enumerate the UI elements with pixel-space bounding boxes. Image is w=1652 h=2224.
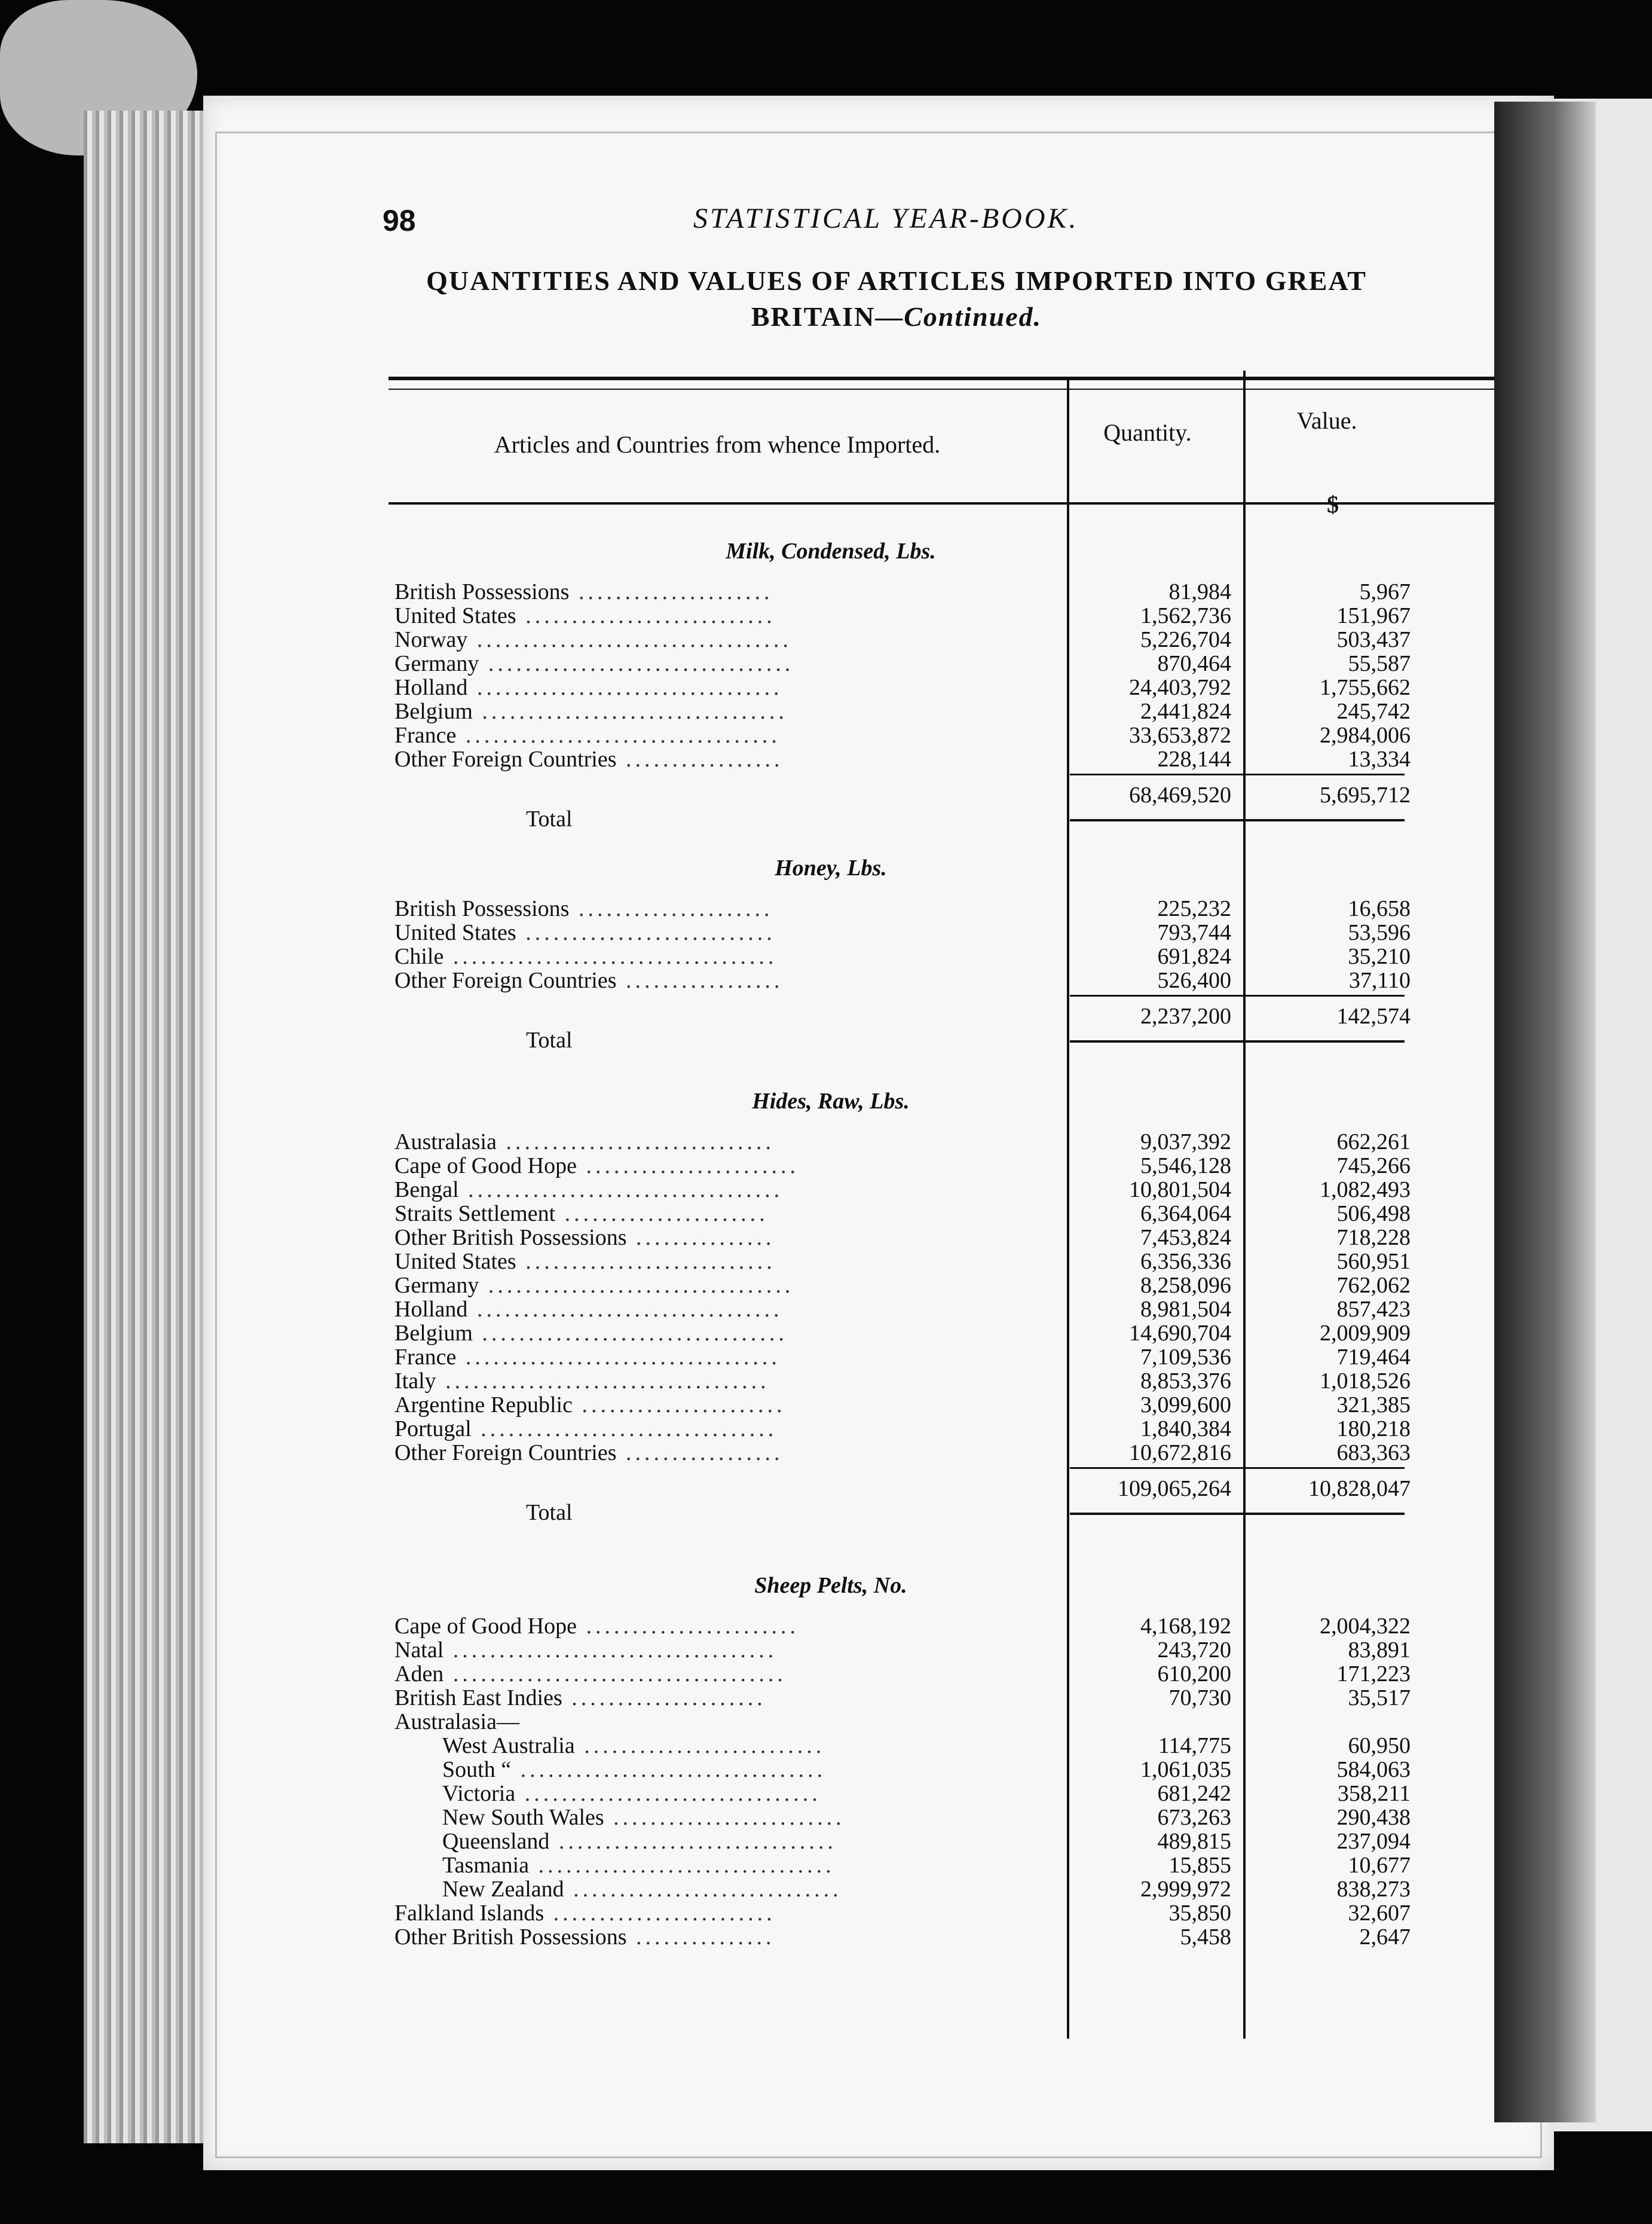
value-cell: 83,891 (1348, 1638, 1411, 1663)
value-cell: 2,984,006 (1320, 723, 1411, 748)
leader-dots: ................. (616, 747, 784, 772)
quantity-cell: 70,730 (1168, 1685, 1231, 1710)
leader-dots: .................................. (458, 1177, 784, 1202)
header-top-rule (388, 377, 1572, 380)
row-label (394, 676, 782, 699)
total-value: 5,695,712 (1320, 783, 1411, 808)
quantity-cell: 81,984 (1168, 579, 1231, 604)
quantity-cell: 14,690,704 (1129, 1321, 1231, 1346)
value-cell: 171,223 (1336, 1661, 1411, 1687)
row-label-text: France (394, 1345, 457, 1370)
value-cell: 10,677 (1348, 1853, 1411, 1878)
row-label (394, 1925, 775, 1949)
value-cell: 37,110 (1348, 968, 1411, 993)
quantity-cell: 5,546,128 (1140, 1153, 1231, 1178)
value-cell: 53,596 (1348, 920, 1411, 945)
total-label: Total (526, 806, 573, 832)
row-label-text: Tasmania (442, 1853, 530, 1878)
leader-dots: ................................... (443, 1638, 778, 1663)
value-cell: 762,062 (1336, 1273, 1411, 1298)
value-cell: 503,437 (1336, 627, 1411, 652)
value-cell: 857,423 (1336, 1297, 1411, 1322)
row-label (442, 1877, 842, 1901)
value-cell: 838,273 (1336, 1877, 1411, 1902)
row-label (394, 723, 781, 747)
row-label (394, 1417, 777, 1441)
quantity-cell: 681,242 (1157, 1781, 1231, 1806)
row-label-text: Other British Possessions (394, 1924, 627, 1950)
quantity-cell: 24,403,792 (1129, 675, 1231, 700)
row-label (394, 1662, 787, 1686)
section-title: Sheep Pelts, No. (754, 1573, 907, 1598)
quantity-cell: 7,453,824 (1140, 1225, 1231, 1250)
row-label (394, 1202, 769, 1226)
row-label-text: New Zealand (442, 1877, 564, 1902)
value-cell: 719,464 (1336, 1345, 1411, 1370)
row-label (394, 1369, 770, 1393)
subtotal-rule (1070, 995, 1405, 997)
quantity-cell: 3,099,600 (1140, 1392, 1231, 1418)
value-cell: 16,658 (1348, 896, 1411, 921)
leader-dots: ................................ (529, 1853, 835, 1878)
value-cell: 151,967 (1336, 603, 1411, 628)
leader-dots: ............................. (496, 1129, 775, 1154)
value-cell: 32,607 (1348, 1901, 1411, 1926)
quantity-cell: 6,364,064 (1140, 1201, 1231, 1226)
total-rule (1070, 1040, 1405, 1043)
value-cell: 2,647 (1359, 1924, 1411, 1950)
leader-dots: ................................. (467, 675, 783, 700)
quantity-cell: 610,200 (1157, 1661, 1231, 1687)
total-label: Total (526, 1028, 573, 1053)
row-label (442, 1782, 821, 1806)
leader-dots: ................................. (472, 1321, 788, 1346)
row-label-text: Queensland (442, 1829, 550, 1854)
leader-dots: ................................. (479, 1273, 794, 1298)
row-label-text: Australasia (394, 1129, 497, 1154)
row-label (394, 628, 792, 652)
row-label-text: Holland (394, 675, 468, 700)
qty-column-rule (1067, 377, 1069, 2039)
row-label-text: Bengal (394, 1177, 459, 1202)
value-cell: 1,755,662 (1320, 675, 1411, 700)
value-cell: 60,950 (1348, 1733, 1411, 1758)
value-cell: 245,742 (1336, 699, 1411, 724)
quantity-cell: 9,037,392 (1140, 1129, 1231, 1154)
total-rule (1070, 819, 1405, 821)
leader-dots: ........................... (516, 920, 776, 945)
row-label-text: Aden (394, 1661, 444, 1687)
quantity-cell: 526,400 (1157, 968, 1231, 993)
value-cell: 358,211 (1337, 1781, 1411, 1806)
header-top-rule-thin (388, 389, 1572, 390)
leader-dots: ........................ (544, 1901, 776, 1926)
col-head-articles: Articles and Countries from whence Imported. (494, 431, 941, 458)
leader-dots: ...................... (572, 1392, 786, 1418)
leader-dots: ....................... (576, 1614, 799, 1639)
leader-dots: ........................... (516, 603, 776, 628)
quantity-cell: 15,855 (1168, 1853, 1231, 1878)
row-label (394, 1901, 776, 1925)
value-column-rule (1243, 371, 1246, 2039)
quantity-cell: 7,109,536 (1140, 1345, 1231, 1370)
total-quantity: 109,065,264 (1118, 1476, 1231, 1501)
value-cell: 2,009,909 (1320, 1321, 1411, 1346)
leader-dots: ............... (626, 1225, 775, 1250)
row-label-text: Portugal (394, 1416, 472, 1441)
leader-dots: ................................ (515, 1781, 821, 1806)
leader-dots: ................................... (436, 1368, 770, 1394)
quantity-cell: 1,061,035 (1140, 1757, 1231, 1782)
leader-dots: .................................. (456, 723, 781, 748)
subtotal-rule (1070, 1467, 1405, 1469)
value-cell: 35,517 (1348, 1685, 1411, 1710)
leader-dots: ................................. (479, 651, 794, 676)
total-quantity: 68,469,520 (1129, 783, 1231, 808)
book-page (203, 96, 1554, 2170)
row-label-text: British Possessions (394, 579, 570, 604)
row-label (394, 1441, 784, 1465)
leader-dots: ....................... (576, 1153, 799, 1178)
row-label-text: New South Wales (442, 1805, 604, 1830)
section-title: Milk, Condensed, Lbs. (726, 539, 936, 564)
value-cell: 718,228 (1336, 1225, 1411, 1250)
leader-dots: ................................. (511, 1757, 827, 1782)
row-label-text: Victoria (442, 1781, 516, 1806)
row-label (394, 604, 776, 628)
quantity-cell: 5,226,704 (1140, 627, 1231, 652)
row-label (394, 1710, 519, 1734)
row-label (394, 580, 773, 604)
row-label (394, 921, 776, 945)
value-cell: 662,261 (1336, 1129, 1411, 1154)
quantity-cell: 10,801,504 (1129, 1177, 1231, 1202)
row-label-text: Cape of Good Hope (394, 1153, 577, 1178)
row-label (394, 1297, 782, 1321)
row-label (442, 1734, 825, 1758)
total-value: 142,574 (1336, 1004, 1411, 1029)
col-head-quantity: Quantity. (1103, 419, 1192, 446)
value-cell: 1,082,493 (1320, 1177, 1411, 1202)
row-label-text: United States (394, 920, 516, 945)
leader-dots: ..................... (569, 896, 773, 921)
row-label (394, 1393, 785, 1417)
table-title-line2 (383, 299, 1411, 335)
row-label-text: British Possessions (394, 896, 570, 921)
row-label (394, 897, 773, 921)
value-cell: 584,063 (1336, 1757, 1411, 1782)
row-label (442, 1758, 826, 1782)
quantity-cell: 114,775 (1158, 1733, 1231, 1758)
total-quantity: 2,237,200 (1140, 1004, 1231, 1029)
page-gutter-shadow (1494, 102, 1596, 2122)
row-label (394, 699, 788, 723)
section-title: Hides, Raw, Lbs. (752, 1089, 910, 1114)
value-cell: 35,210 (1348, 944, 1411, 969)
row-label-text: Australasia— (394, 1709, 519, 1734)
quantity-cell: 8,981,504 (1140, 1297, 1231, 1322)
row-label (394, 1226, 775, 1250)
row-label-text: Germany (394, 651, 479, 676)
row-label (394, 1345, 781, 1369)
row-label-text: Italy (394, 1368, 436, 1394)
row-label (394, 1638, 777, 1662)
currency-symbol: $ (1327, 491, 1339, 518)
row-label (442, 1853, 835, 1877)
row-label-text: South “ (442, 1757, 512, 1782)
row-label-text: Germany (394, 1273, 479, 1298)
quantity-cell: 243,720 (1157, 1638, 1231, 1663)
value-cell: 290,438 (1336, 1805, 1411, 1830)
leader-dots: ................. (616, 1440, 784, 1465)
row-label (394, 1250, 776, 1273)
row-label (394, 1321, 788, 1345)
quantity-cell: 35,850 (1168, 1901, 1231, 1926)
row-label-text: Falkland Islands (394, 1901, 544, 1926)
table-title-main: BRITAIN— (751, 301, 904, 332)
leader-dots: ......................... (604, 1805, 845, 1830)
row-label-text: Argentine Republic (394, 1392, 573, 1418)
col-head-value: Value. (1296, 407, 1357, 434)
leader-dots: ................................. (472, 699, 788, 724)
quantity-cell: 870,464 (1157, 651, 1231, 676)
quantity-cell: 8,258,096 (1140, 1273, 1231, 1298)
leader-dots: .................................. (456, 1345, 781, 1370)
quantity-cell: 489,815 (1157, 1829, 1231, 1854)
leader-dots: .................................. (467, 627, 792, 652)
row-label-text: United States (394, 603, 516, 628)
value-cell: 745,266 (1336, 1153, 1411, 1178)
quantity-cell: 2,999,972 (1140, 1877, 1231, 1902)
quantity-cell: 691,824 (1157, 944, 1231, 969)
row-label (442, 1806, 845, 1829)
leader-dots: ............................. (564, 1877, 842, 1902)
row-label (394, 1154, 799, 1178)
value-cell: 683,363 (1336, 1440, 1411, 1465)
quantity-cell: 33,653,872 (1129, 723, 1231, 748)
quantity-cell: 5,458 (1180, 1924, 1231, 1950)
quantity-cell: 793,744 (1157, 920, 1231, 945)
value-cell: 5,967 (1359, 579, 1411, 604)
value-cell: 13,334 (1348, 747, 1411, 772)
value-cell: 55,587 (1348, 651, 1411, 676)
leader-dots: ............... (626, 1924, 775, 1950)
row-label-text: Cape of Good Hope (394, 1614, 577, 1639)
table-title (383, 263, 1411, 335)
leader-dots: ..................... (562, 1685, 766, 1710)
quantity-cell: 673,263 (1157, 1805, 1231, 1830)
quantity-cell: 225,232 (1157, 896, 1231, 921)
row-label-text: West Australia (442, 1733, 575, 1758)
quantity-cell: 8,853,376 (1140, 1368, 1231, 1394)
row-label-text: Straits Settlement (394, 1201, 556, 1226)
leader-dots: ........................... (516, 1249, 776, 1274)
row-label (394, 969, 784, 992)
value-cell: 506,498 (1336, 1201, 1411, 1226)
row-label-text: United States (394, 1249, 516, 1274)
quantity-cell: 6,356,336 (1140, 1249, 1231, 1274)
section-title: Honey, Lbs. (775, 856, 887, 881)
row-label-text: Other British Possessions (394, 1225, 627, 1250)
row-label (394, 1686, 766, 1710)
quantity-cell: 4,168,192 (1140, 1614, 1231, 1639)
total-value: 10,828,047 (1308, 1476, 1411, 1501)
header-bottom-rule (388, 502, 1572, 505)
value-cell: 2,004,322 (1320, 1614, 1411, 1639)
row-label-text: Other Foreign Countries (394, 968, 617, 993)
leader-dots: .................................... (443, 1661, 787, 1687)
leader-dots: ...................... (555, 1201, 769, 1226)
table-title-line1: QUANTITIES AND VALUES OF ARTICLES IMPORTED INTO GREAT (426, 265, 1367, 296)
row-label-text: Other Foreign Countries (394, 1440, 617, 1465)
row-label-text: Belgium (394, 699, 473, 724)
value-cell: 560,951 (1336, 1249, 1411, 1274)
total-label: Total (526, 1500, 573, 1525)
quantity-cell: 1,562,736 (1140, 603, 1231, 628)
row-label-text: Belgium (394, 1321, 473, 1346)
row-label-text: Chile (394, 944, 444, 969)
quantity-cell: 2,441,824 (1140, 699, 1231, 724)
value-cell: 237,094 (1336, 1829, 1411, 1854)
quantity-cell: 1,840,384 (1140, 1416, 1231, 1441)
leader-dots: ................. (616, 968, 784, 993)
leader-dots: .............................. (549, 1829, 837, 1854)
row-label-text: Holland (394, 1297, 468, 1322)
leader-dots: ................................... (443, 944, 778, 969)
row-label-text: France (394, 723, 457, 748)
total-rule (1070, 1513, 1405, 1515)
row-label (394, 1130, 775, 1154)
row-label (394, 652, 794, 676)
row-label (394, 1273, 794, 1297)
leader-dots: ................................. (467, 1297, 783, 1322)
quantity-cell: 228,144 (1157, 747, 1231, 772)
subtotal-rule (1070, 774, 1405, 775)
row-label-text: Natal (394, 1638, 444, 1663)
page-number: 98 (383, 204, 416, 237)
row-label-text: British East Indies (394, 1685, 562, 1710)
leader-dots: ................................ (471, 1416, 778, 1441)
value-cell: 180,218 (1336, 1416, 1411, 1441)
quantity-cell: 10,672,816 (1129, 1440, 1231, 1465)
value-cell: 321,385 (1336, 1392, 1411, 1418)
row-label (442, 1829, 837, 1853)
table-title-continued: Continued. (904, 301, 1042, 332)
row-label (394, 945, 777, 969)
running-title: STATISTICAL YEAR-BOOK. (693, 203, 1079, 234)
row-label (394, 1614, 799, 1638)
row-label (394, 1178, 783, 1202)
leader-dots: ..................... (569, 579, 773, 604)
leader-dots: .......................... (574, 1733, 825, 1758)
value-cell: 1,018,526 (1320, 1368, 1411, 1394)
row-label-text: Norway (394, 627, 468, 652)
row-label-text: Other Foreign Countries (394, 747, 617, 772)
row-label (394, 747, 784, 771)
